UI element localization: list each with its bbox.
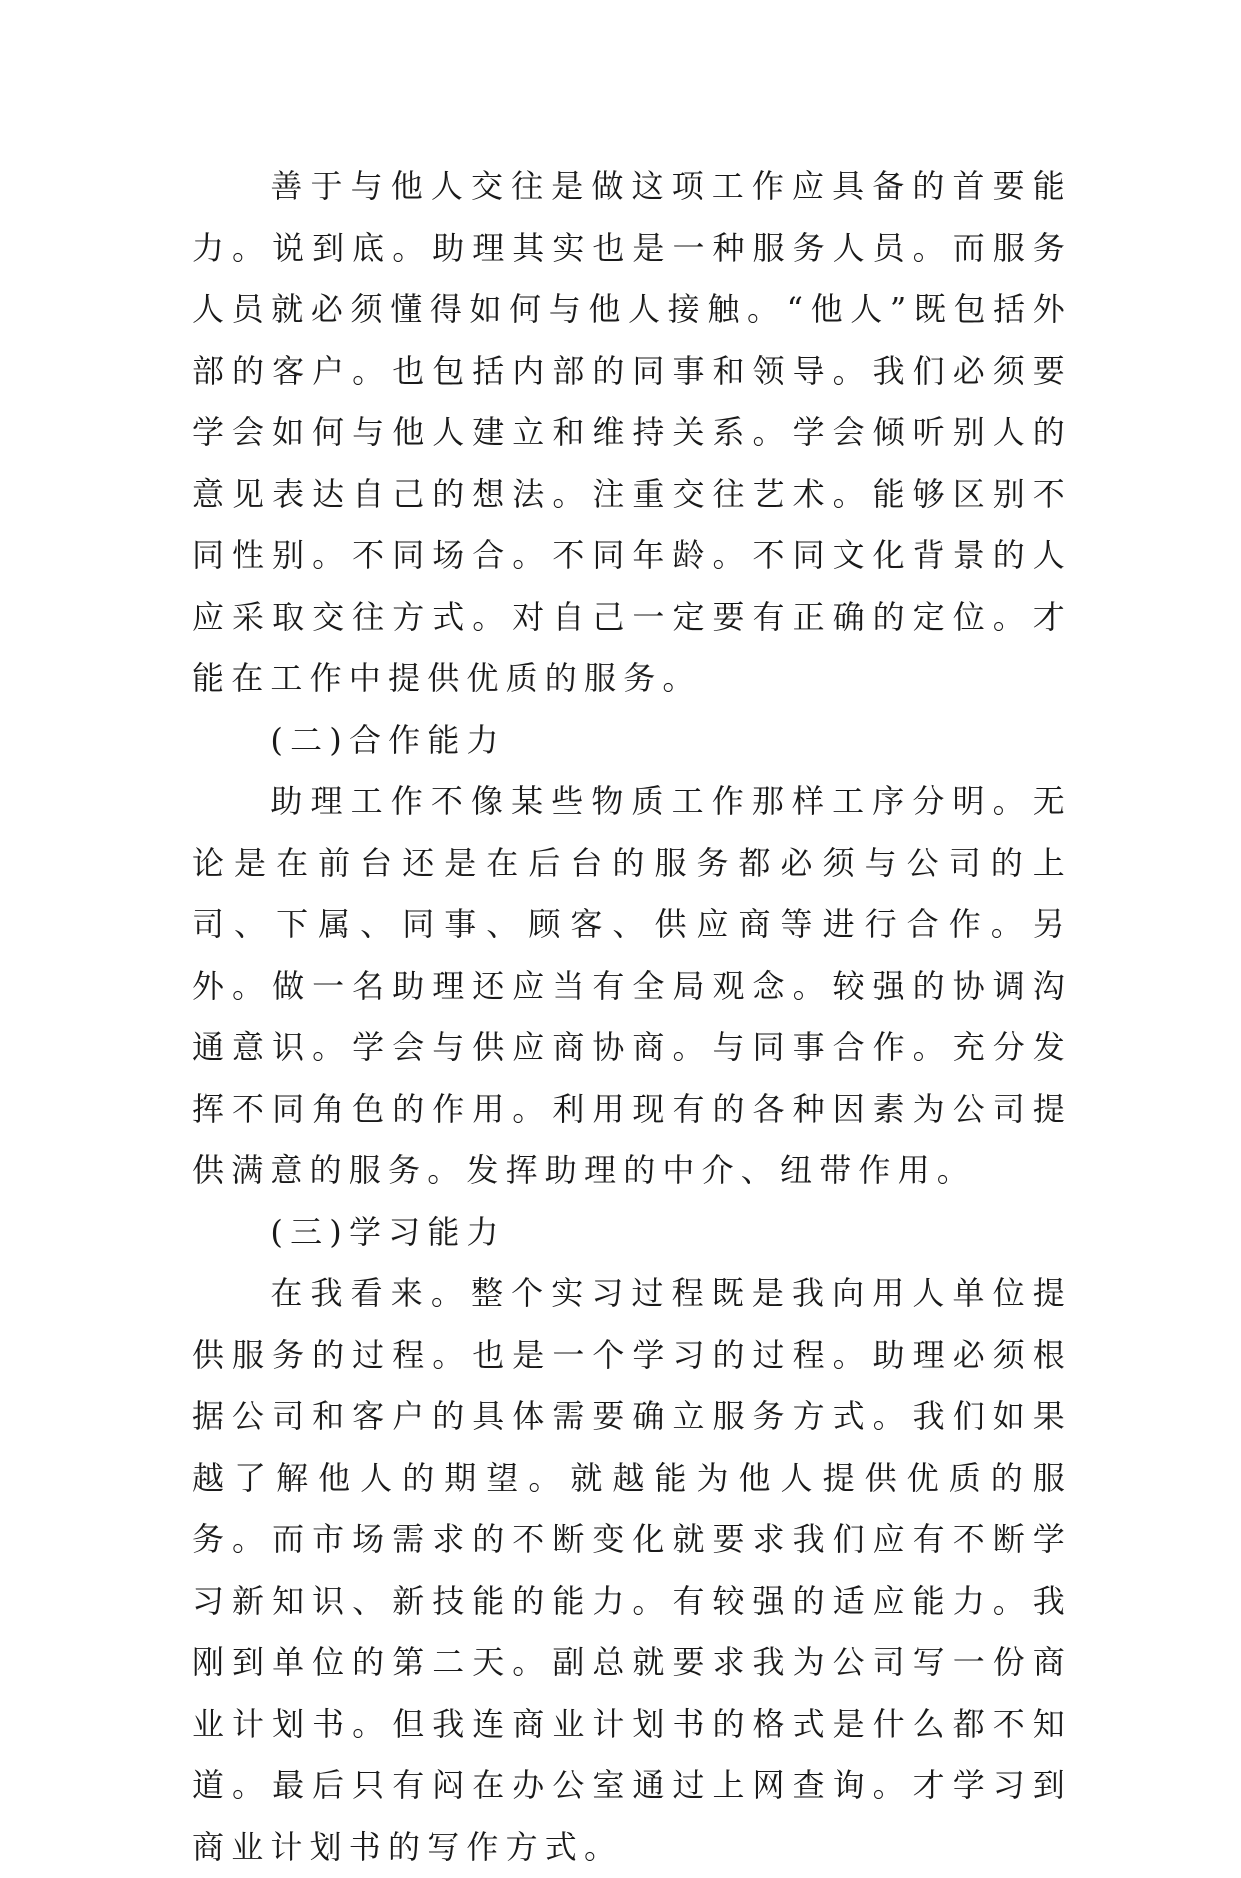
- paragraph-cooperation-ability: 助理工作不像某些物质工作那样工序分明。无论是在前台还是在后台的服务都必须与公司的上司、下属、同事、顾客、供应商等进行合作。另外。做一名助理还应当有全局观念。较强的协调沟通意识。学会与供应商协商。与同事合作。充分发挥不同角色的作用。利用现有的各种因素为公司提供满意的服务。发挥助理的中介、纽带作用。: [192, 782, 1072, 1189]
- section-heading-cooperation: (二)合作能力: [270, 720, 506, 759]
- section-heading-learning: (三)学习能力: [270, 1212, 506, 1251]
- document-body: [192, 156, 1072, 1878]
- paragraph-learning-ability: 在我看来。整个实习过程既是我向用人单位提供服务的过程。也是一个学习的过程。助理必须根据公司和客户的具体需要确立服务方式。我们如果越了解他人的期望。就越能为他人提供优质的服务。而市场需求的不断变化就要求我们应有不断学习新知识、新技能的能力。有较强的适应能力。我刚到单位的第二天。副总就要求我为公司写一份商业计划书。但我连商业计划书的格式是什么都不知道。最后只有闷在办公室通过上网查询。才学习到商业计划书的写作方式。: [192, 1274, 1072, 1866]
- paragraph-communication-ability: 善于与他人交往是做这项工作应具备的首要能力。说到底。助理其实也是一种服务人员。而服务人员就必须懂得如何与他人接触。“他人”既包括外部的客户。也包括内部的同事和领导。我们必须要学会如何与他人建立和维持关系。学会倾听别人的意见表达自己的想法。注重交往艺术。能够区别不同性别。不同场合。不同年龄。不同文化背景的人应采取交往方式。对自己一定要有正确的定位。才能在工作中提供优质的服务。: [192, 167, 1072, 697]
